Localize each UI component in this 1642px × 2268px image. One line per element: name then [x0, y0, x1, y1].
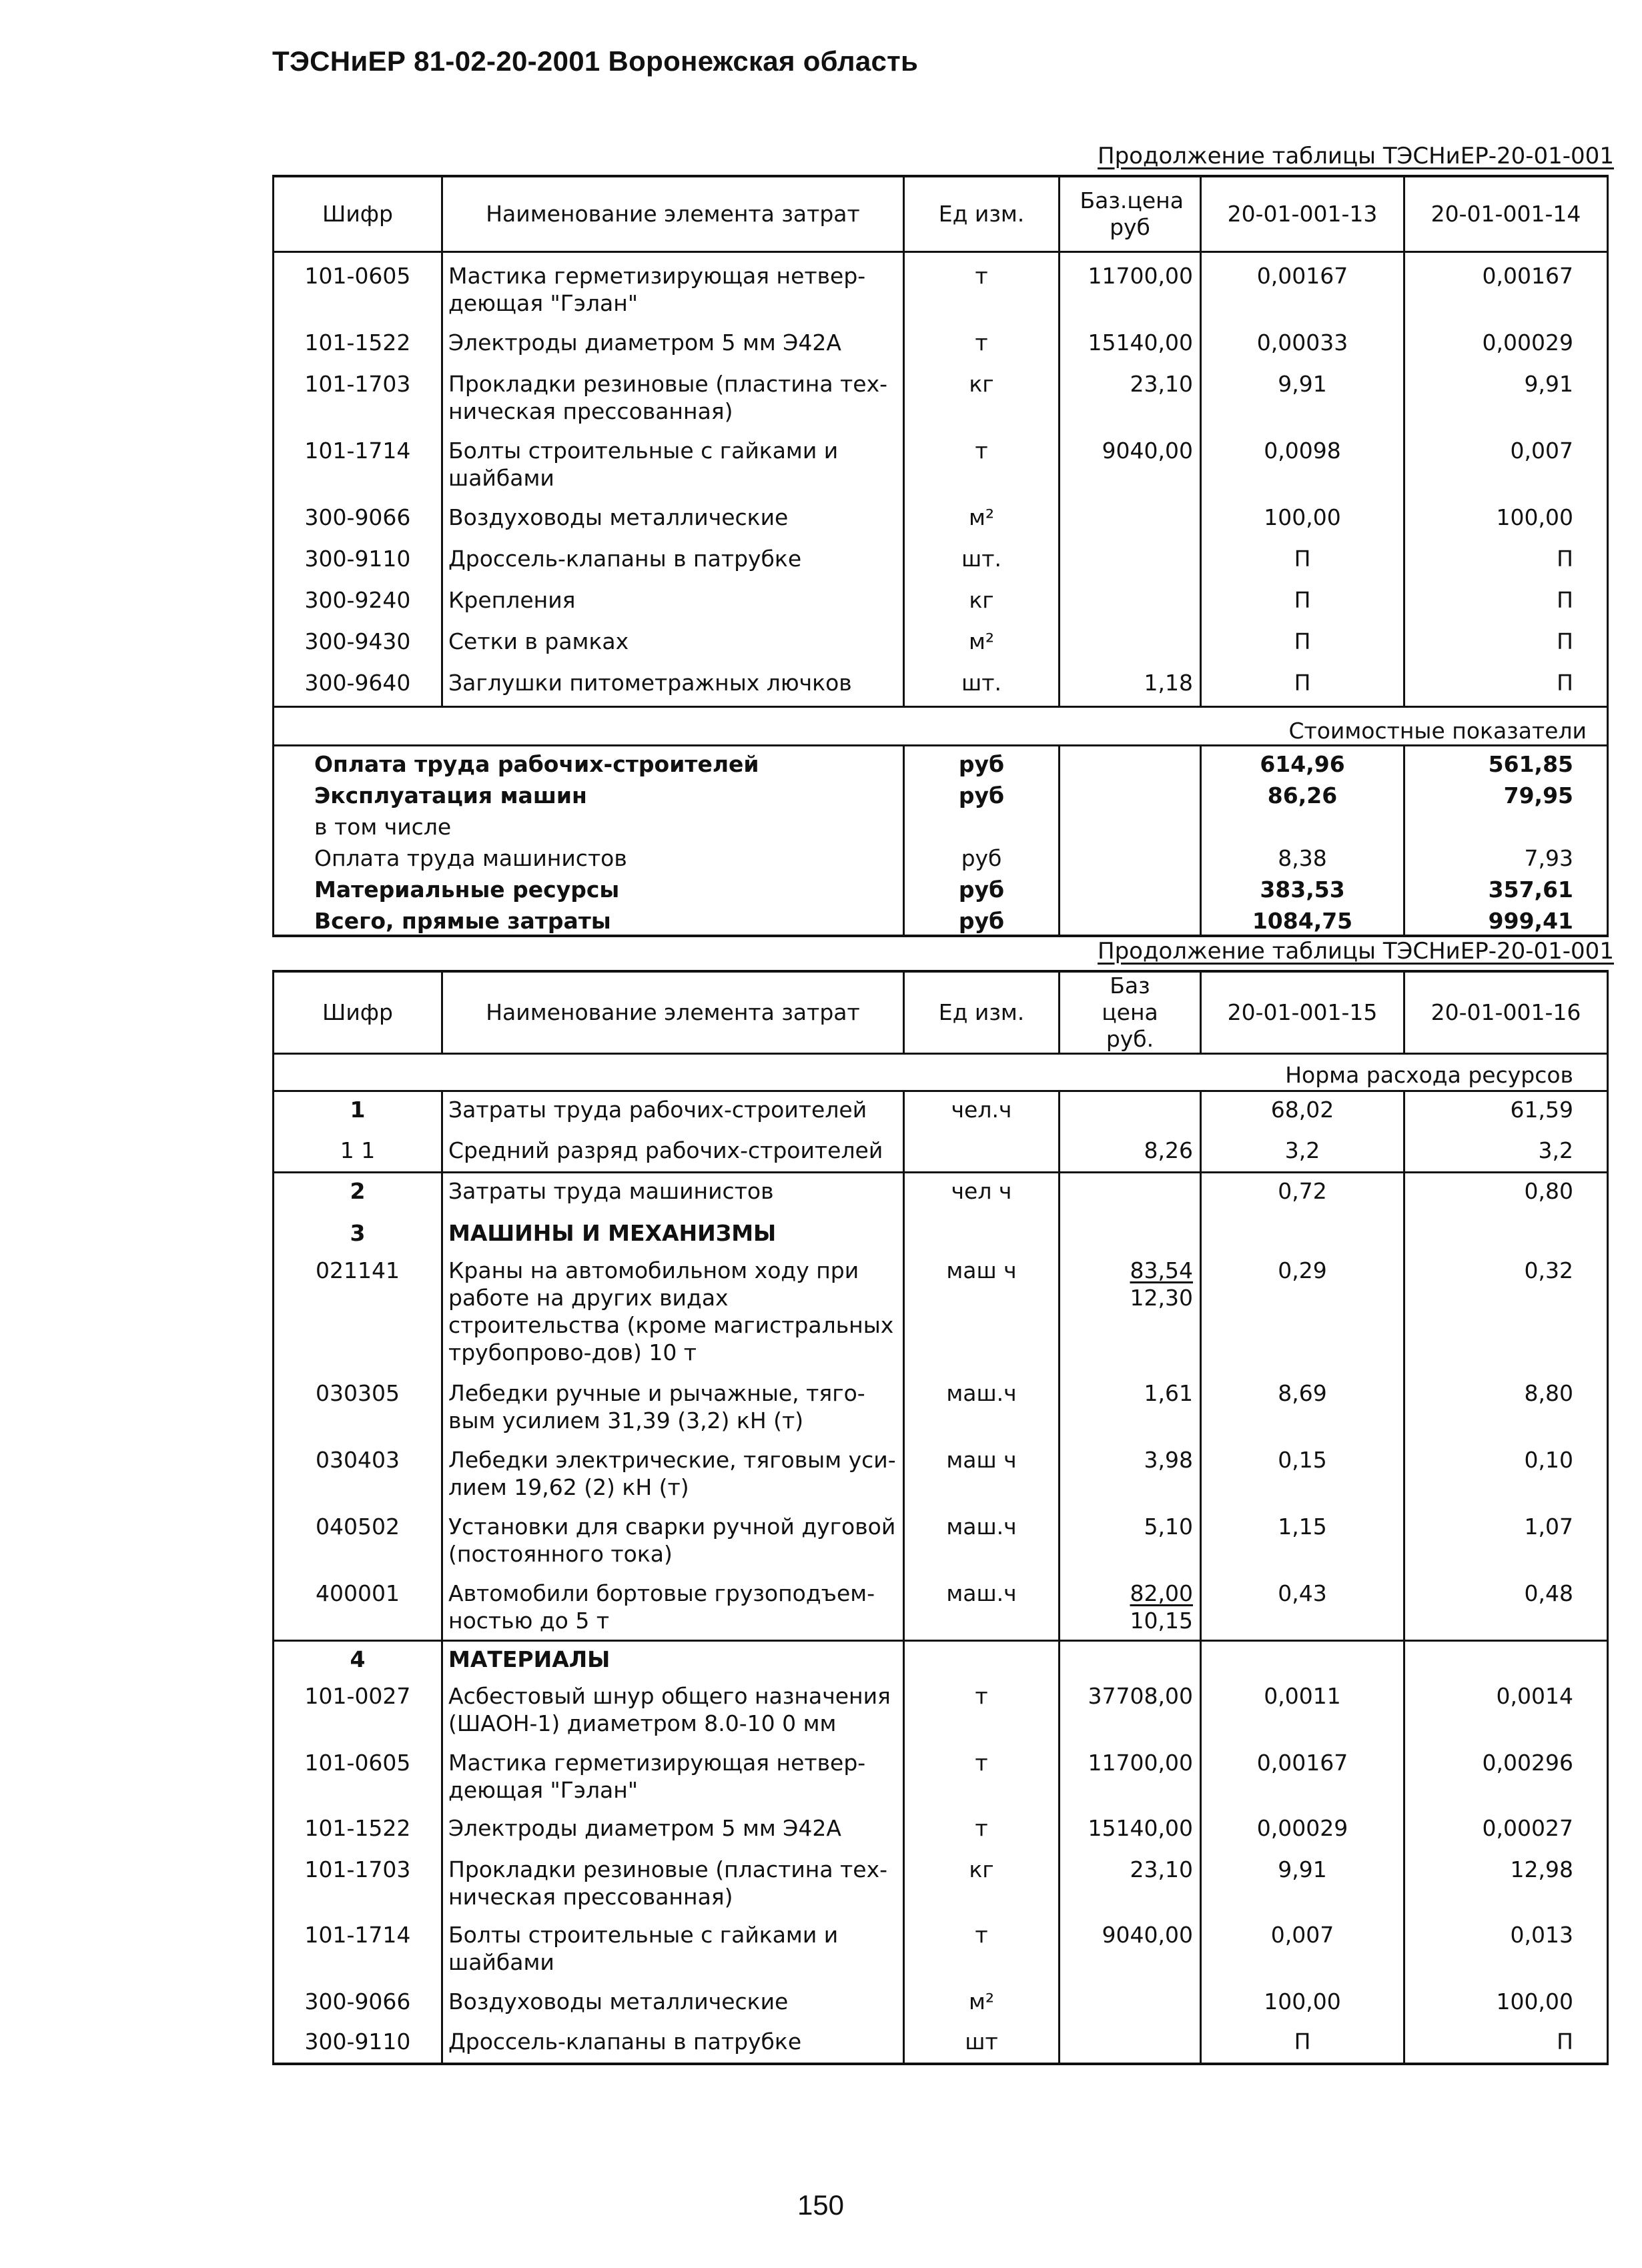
- unit: м²: [904, 1984, 1060, 2024]
- summary-row: [274, 903, 1608, 936]
- table-row: [274, 366, 1608, 433]
- col-header-unit: Ед изм.: [904, 971, 1060, 1054]
- resource-code: 101-1714: [274, 1917, 442, 1984]
- table1: [272, 175, 1609, 937]
- resource-code: 101-1703: [274, 1852, 442, 1917]
- table-row: [274, 1509, 1608, 1576]
- unit: кг: [904, 1852, 1060, 1917]
- norm-value-2: 100,00: [1404, 500, 1608, 541]
- summary-value-2: [1404, 809, 1608, 840]
- norm-value-2: 9,91: [1404, 366, 1608, 433]
- empty-cell: [1060, 745, 1201, 778]
- norm-value-1: 0,00167: [1201, 258, 1404, 325]
- base-price: 23,10: [1060, 1852, 1201, 1917]
- unit: м²: [904, 500, 1060, 541]
- resource-code: 300-9066: [274, 500, 442, 541]
- summary-row: [274, 745, 1608, 778]
- base-price: 23,10: [1060, 366, 1201, 433]
- resource-code: 101-1714: [274, 433, 442, 500]
- norm-value-1: 0,72: [1201, 1173, 1404, 1215]
- table1-continuation: Продолжение таблицы ТЭСНиЕР-20-01-001: [1098, 143, 1614, 169]
- norm-value-1: 100,00: [1201, 1984, 1404, 2024]
- summary-row: [274, 840, 1608, 872]
- norm-value-2: 0,00296: [1404, 1745, 1608, 1810]
- norm-value-1: 0,00033: [1201, 325, 1404, 366]
- base-price: [1060, 500, 1201, 541]
- norm-value-2: П: [1404, 624, 1608, 665]
- norm-value-1: 0,43: [1201, 1576, 1404, 1641]
- spacer-cell: [274, 252, 442, 259]
- table-row: [274, 2024, 1608, 2064]
- resource-code: 3: [274, 1215, 442, 1253]
- base-price-denominator: 10,15: [1130, 1607, 1193, 1634]
- table-row: [274, 1678, 1608, 1745]
- norm-value-2: П: [1404, 582, 1608, 624]
- table-row: [274, 433, 1608, 500]
- norm-value-2: 0,0014: [1404, 1678, 1608, 1745]
- norm-value-1: 8,69: [1201, 1375, 1404, 1442]
- norm-value-2: 100,00: [1404, 1984, 1608, 2024]
- table-row: [274, 1810, 1608, 1852]
- base-price: 37708,00: [1060, 1678, 1201, 1745]
- base-price-denominator: 12,30: [1130, 1284, 1193, 1311]
- empty-cell: [1060, 903, 1201, 936]
- resource-code: 4: [274, 1641, 442, 1678]
- resource-code: 300-9240: [274, 582, 442, 624]
- summary-unit: [904, 809, 1060, 840]
- base-price: 5,10: [1060, 1509, 1201, 1576]
- col-header-name: Наименование элемента затрат: [442, 971, 904, 1054]
- norm-value-1: [1201, 1641, 1404, 1678]
- unit: маш.ч: [904, 1375, 1060, 1442]
- resource-name: Асбестовый шнур общего назначения (ШАОН-1) диаметром 8.0-10 0 мм: [442, 1678, 904, 1745]
- base-price: 1,61: [1060, 1375, 1201, 1442]
- summary-row: [274, 809, 1608, 840]
- summary-value-2: 357,61: [1404, 872, 1608, 903]
- norm-value-2: П: [1404, 541, 1608, 582]
- summary-label: Эксплуатация машин: [274, 778, 904, 809]
- norm-value-1: 9,91: [1201, 366, 1404, 433]
- col-header-price: Баз.цена руб: [1060, 176, 1201, 252]
- norm-value-1: 0,29: [1201, 1253, 1404, 1375]
- base-price: 8,26: [1060, 1133, 1201, 1173]
- summary-row: [274, 872, 1608, 903]
- resource-code: 101-1703: [274, 366, 442, 433]
- resource-name: Лебедки электрические, тяговым уси-лием 19,62 (2) кН (т): [442, 1442, 904, 1509]
- norm-value-2: 0,00027: [1404, 1810, 1608, 1852]
- norm-value-2: 0,48: [1404, 1576, 1608, 1641]
- table1-header-row: [274, 176, 1608, 252]
- resource-name: Затраты труда рабочих-строителей: [442, 1091, 904, 1133]
- col-header-code: Шифр: [274, 176, 442, 252]
- table-row: [274, 1852, 1608, 1917]
- base-price: [1060, 541, 1201, 582]
- table-row: [274, 1745, 1608, 1810]
- resource-code: 101-0605: [274, 258, 442, 325]
- summary-label: Оплата труда рабочих-строителей: [274, 745, 904, 778]
- unit: [904, 1133, 1060, 1173]
- unit: шт: [904, 2024, 1060, 2064]
- norm-value-2: 0,00167: [1404, 258, 1608, 325]
- col-header-v2: 20-01-001-16: [1404, 971, 1608, 1054]
- base-price: [1060, 1576, 1201, 1641]
- resource-code: 101-0605: [274, 1745, 442, 1810]
- base-price: [1060, 2024, 1201, 2064]
- summary-row: [274, 778, 1608, 809]
- norm-value-1: П: [1201, 2024, 1404, 2064]
- page-title: ТЭСНиЕР 81-02-20-2001 Воронежская область: [272, 45, 919, 77]
- table-row: [274, 1576, 1608, 1641]
- norm-value-1: 68,02: [1201, 1091, 1404, 1133]
- table-row: [274, 1984, 1608, 2024]
- resource-name: Автомобили бортовые грузоподъем-ностью до 5 т: [442, 1576, 904, 1641]
- resource-name: Болты строительные с гайками и шайбами: [442, 1917, 904, 1984]
- unit: шт.: [904, 541, 1060, 582]
- table-row: [274, 1173, 1608, 1215]
- norm-value-2: 3,2: [1404, 1133, 1608, 1173]
- resource-code: 300-9110: [274, 2024, 442, 2064]
- base-price: 15140,00: [1060, 1810, 1201, 1852]
- section-label: Норма расхода ресурсов: [274, 1054, 1608, 1091]
- empty-cell: [1060, 872, 1201, 903]
- base-price: [1060, 582, 1201, 624]
- resource-code: 101-1522: [274, 325, 442, 366]
- col-header-v2: 20-01-001-14: [1404, 176, 1608, 252]
- resource-name: Электроды диаметром 5 мм Э42А: [442, 1810, 904, 1852]
- empty-cell: [1060, 840, 1201, 872]
- resource-name: Средний разряд рабочих-строителей: [442, 1133, 904, 1173]
- resource-code: 030403: [274, 1442, 442, 1509]
- unit: чел.ч: [904, 1091, 1060, 1133]
- norm-value-1: 100,00: [1201, 500, 1404, 541]
- norm-value-2: 8,80: [1404, 1375, 1608, 1442]
- summary-label: Оплата труда машинистов: [274, 840, 904, 872]
- norm-value-2: П: [1404, 665, 1608, 706]
- table-row: [274, 1917, 1608, 1984]
- norm-value-2: 61,59: [1404, 1091, 1608, 1133]
- norm-value-1: 9,91: [1201, 1852, 1404, 1917]
- base-price: 3,98: [1060, 1442, 1201, 1509]
- base-price: 9040,00: [1060, 1917, 1201, 1984]
- section-row: [274, 706, 1608, 745]
- resource-name: Воздуховоды металлические: [442, 1984, 904, 2024]
- norm-value-2: 0,007: [1404, 433, 1608, 500]
- norm-value-1: 0,00167: [1201, 1745, 1404, 1810]
- base-price: [1060, 1984, 1201, 2024]
- empty-cell: [1060, 778, 1201, 809]
- summary-value-1: 8,38: [1201, 840, 1404, 872]
- norm-value-1: П: [1201, 665, 1404, 706]
- section-label: Стоимостные показатели: [274, 706, 1608, 745]
- resource-name: Заглушки питометражных лючков: [442, 665, 904, 706]
- base-price: 15140,00: [1060, 325, 1201, 366]
- table-row: [274, 665, 1608, 706]
- unit: [904, 1215, 1060, 1253]
- base-price-numerator: 82,00: [1130, 1580, 1193, 1606]
- table-row: [274, 258, 1608, 325]
- table-row: [274, 1215, 1608, 1253]
- col-header-code: Шифр: [274, 971, 442, 1054]
- unit: маш.ч: [904, 1509, 1060, 1576]
- norm-value-1: П: [1201, 624, 1404, 665]
- norm-value-1: П: [1201, 582, 1404, 624]
- norm-value-2: 0,10: [1404, 1442, 1608, 1509]
- spacer-cell: [904, 252, 1060, 259]
- unit: маш.ч: [904, 1576, 1060, 1641]
- page-number: 150: [797, 2189, 845, 2221]
- resource-code: 030305: [274, 1375, 442, 1442]
- summary-unit: руб: [904, 872, 1060, 903]
- norm-value-2: [1404, 1215, 1608, 1253]
- unit: кг: [904, 366, 1060, 433]
- resource-name: Установки для сварки ручной дуговой (постоянного тока): [442, 1509, 904, 1576]
- resource-name: Лебедки ручные и рычажные, тяго-вым усилием 31,39 (3,2) кН (т): [442, 1375, 904, 1442]
- resource-name: Крепления: [442, 582, 904, 624]
- unit: т: [904, 1678, 1060, 1745]
- resource-name: Прокладки резиновые (пластина тех-ническая прессованная): [442, 1852, 904, 1917]
- table-row: [274, 1641, 1608, 1678]
- table-row: [274, 1133, 1608, 1173]
- table-row: [274, 582, 1608, 624]
- summary-value-2: 561,85: [1404, 745, 1608, 778]
- resource-name: МАТЕРИАЛЫ: [442, 1641, 904, 1678]
- summary-unit: руб: [904, 840, 1060, 872]
- table2-continuation: Продолжение таблицы ТЭСНиЕР-20-01-001: [1098, 938, 1614, 965]
- base-price: [1060, 1641, 1201, 1678]
- base-price: 11700,00: [1060, 1745, 1201, 1810]
- table-row: [274, 1375, 1608, 1442]
- resource-name: Электроды диаметром 5 мм Э42А: [442, 325, 904, 366]
- resource-code: 2: [274, 1173, 442, 1215]
- unit: [904, 1641, 1060, 1678]
- resource-code: 300-9110: [274, 541, 442, 582]
- resource-name: Краны на автомобильном ходу при работе на других видах строительства (кроме магистральных трубопрово-дов) 10 т: [442, 1253, 904, 1375]
- resource-code: 021141: [274, 1253, 442, 1375]
- norm-value-2: 12,98: [1404, 1852, 1608, 1917]
- unit: маш ч: [904, 1253, 1060, 1375]
- resource-code: 300-9430: [274, 624, 442, 665]
- unit: т: [904, 433, 1060, 500]
- unit: м²: [904, 624, 1060, 665]
- norm-value-1: 0,0098: [1201, 433, 1404, 500]
- summary-value-1: 614,96: [1201, 745, 1404, 778]
- base-price: 9040,00: [1060, 433, 1201, 500]
- norm-value-1: [1201, 1215, 1404, 1253]
- norm-value-1: 0,00029: [1201, 1810, 1404, 1852]
- norm-value-1: 0,15: [1201, 1442, 1404, 1509]
- col-header-name: Наименование элемента затрат: [442, 176, 904, 252]
- resource-name: Мастика герметизирующая нетвер-деющая "Гэлан": [442, 1745, 904, 1810]
- base-price: 1,18: [1060, 665, 1201, 706]
- resource-code: 400001: [274, 1576, 442, 1641]
- resource-code: 300-9066: [274, 1984, 442, 2024]
- unit: маш ч: [904, 1442, 1060, 1509]
- resource-name: Дроссель-клапаны в патрубке: [442, 2024, 904, 2064]
- table-row: [274, 1091, 1608, 1133]
- norm-value-2: [1404, 1641, 1608, 1678]
- spacer-cell: [1404, 252, 1608, 259]
- summary-value-1: 86,26: [1201, 778, 1404, 809]
- unit: т: [904, 325, 1060, 366]
- base-price-numerator: 83,54: [1130, 1257, 1193, 1283]
- resource-name: МАШИНЫ И МЕХАНИЗМЫ: [442, 1215, 904, 1253]
- spacer-cell: [1060, 252, 1201, 259]
- norm-value-2: 0,00029: [1404, 325, 1608, 366]
- base-price: [1060, 1253, 1201, 1375]
- spacer-cell: [442, 252, 904, 259]
- spacer-row: [274, 252, 1608, 259]
- norm-value-2: 0,80: [1404, 1173, 1608, 1215]
- table-row: [274, 1253, 1608, 1375]
- table-row: [274, 325, 1608, 366]
- norm-value-1: 0,0011: [1201, 1678, 1404, 1745]
- resource-name: Воздуховоды металлические: [442, 500, 904, 541]
- summary-value-1: [1201, 809, 1404, 840]
- col-header-unit: Ед изм.: [904, 176, 1060, 252]
- base-price: [1060, 1091, 1201, 1133]
- summary-value-2: 999,41: [1404, 903, 1608, 936]
- summary-unit: руб: [904, 778, 1060, 809]
- norm-value-2: 1,07: [1404, 1509, 1608, 1576]
- unit: т: [904, 1810, 1060, 1852]
- table2: [272, 970, 1609, 2065]
- norm-value-1: 1,15: [1201, 1509, 1404, 1576]
- summary-label: в том числе: [274, 809, 904, 840]
- table2-header-row: [274, 971, 1608, 1054]
- resource-name: Прокладки резиновые (пластина тех-ническая прессованная): [442, 366, 904, 433]
- summary-value-2: 79,95: [1404, 778, 1608, 809]
- resource-name: Болты строительные с гайками и шайбами: [442, 433, 904, 500]
- summary-label: Всего, прямые затраты: [274, 903, 904, 936]
- resource-code: 040502: [274, 1509, 442, 1576]
- resource-code: 1: [274, 1091, 442, 1133]
- base-price: 11700,00: [1060, 258, 1201, 325]
- summary-unit: руб: [904, 745, 1060, 778]
- section-row: [274, 1054, 1608, 1091]
- resource-name: Сетки в рамках: [442, 624, 904, 665]
- resource-code: 1 1: [274, 1133, 442, 1173]
- norm-value-1: 3,2: [1201, 1133, 1404, 1173]
- unit: чел ч: [904, 1173, 1060, 1215]
- col-header-price: Баз цена руб.: [1060, 971, 1201, 1054]
- norm-value-1: П: [1201, 541, 1404, 582]
- table-row: [274, 1442, 1608, 1509]
- resource-code: 101-0027: [274, 1678, 442, 1745]
- table-row: [274, 541, 1608, 582]
- resource-name: Дроссель-клапаны в патрубке: [442, 541, 904, 582]
- base-price: [1060, 1173, 1201, 1215]
- resource-code: 101-1522: [274, 1810, 442, 1852]
- unit: т: [904, 1745, 1060, 1810]
- unit: т: [904, 258, 1060, 325]
- spacer-cell: [1201, 252, 1404, 259]
- norm-value-1: 0,007: [1201, 1917, 1404, 1984]
- norm-value-2: 0,013: [1404, 1917, 1608, 1984]
- col-header-v1: 20-01-001-13: [1201, 176, 1404, 252]
- unit: шт.: [904, 665, 1060, 706]
- norm-value-2: П: [1404, 2024, 1608, 2064]
- unit: т: [904, 1917, 1060, 1984]
- table-row: [274, 500, 1608, 541]
- empty-cell: [1060, 809, 1201, 840]
- summary-value-1: 1084,75: [1201, 903, 1404, 936]
- base-price: [1060, 1215, 1201, 1253]
- resource-name: Затраты труда машинистов: [442, 1173, 904, 1215]
- summary-label: Материальные ресурсы: [274, 872, 904, 903]
- base-price: [1060, 624, 1201, 665]
- unit: кг: [904, 582, 1060, 624]
- norm-value-2: 0,32: [1404, 1253, 1608, 1375]
- table-row: [274, 624, 1608, 665]
- summary-value-2: 7,93: [1404, 840, 1608, 872]
- col-header-v1: 20-01-001-15: [1201, 971, 1404, 1054]
- resource-code: 300-9640: [274, 665, 442, 706]
- summary-value-1: 383,53: [1201, 872, 1404, 903]
- summary-unit: руб: [904, 903, 1060, 936]
- resource-name: Мастика герметизирующая нетвер-деющая "Гэлан": [442, 258, 904, 325]
